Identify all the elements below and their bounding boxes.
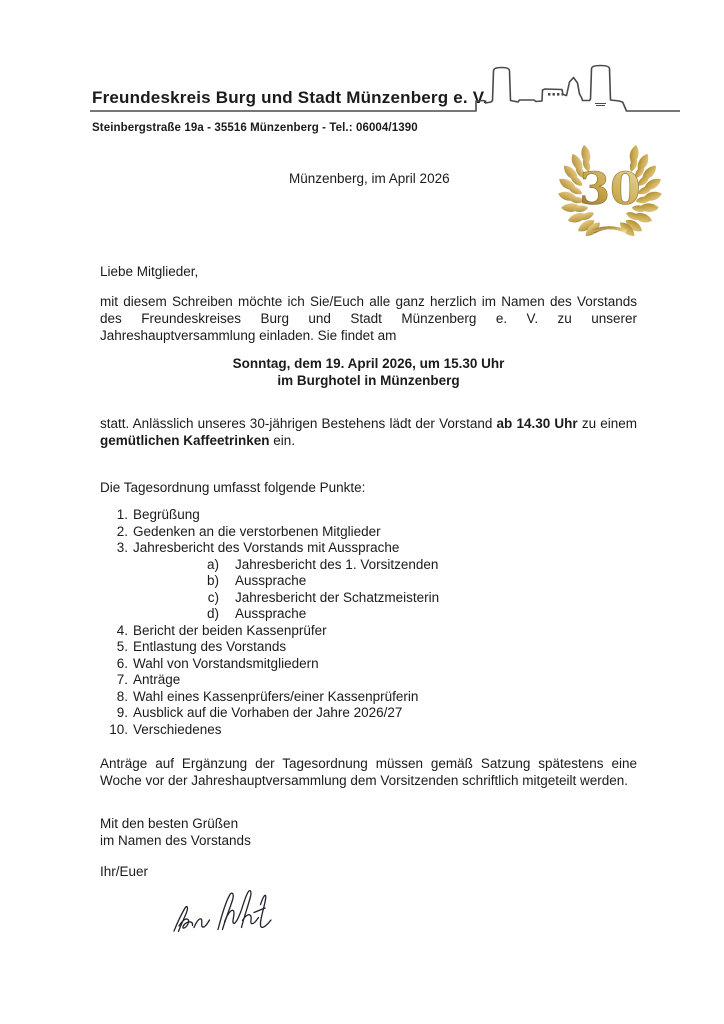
agenda-subitem: a) Jahresbericht des 1. Vorsitzenden	[206, 556, 439, 572]
closing-block	[100, 815, 637, 849]
closing-greeting: Mit den besten Grüßen	[100, 816, 239, 831]
anniversary-paragraph	[100, 415, 637, 449]
amendment-note: Anträge auf Ergänzung der Tagesordnung müssen gemäß Satzung spätestens eine Woche vor der Jahreshauptversammlung dem Vorsitzenden schriftlich mitgeteilt werden.	[100, 756, 637, 788]
agenda-item: 4. Bericht der beiden Kassenprüfer	[116, 622, 327, 638]
agenda-item: 3. Jahresbericht des Vorstands mit Aussprache	[116, 540, 400, 555]
agenda-item: 10. Verschiedenes	[109, 721, 222, 737]
agenda-intro: Die Tagesordnung umfasst folgende Punkte:	[100, 480, 366, 495]
agenda-item: 8. Wahl eines Kassenprüfers/einer Kassenprüferin	[116, 688, 419, 704]
intro-paragraph: mit diesem Schreiben möchte ich Sie/Euch alle ganz herzlich im Namen des Vorstands des Freundeskreises Burg und Stadt Münzenberg e. V. zu unserer Jahreshauptversammlung einladen. Sie findet am	[100, 294, 637, 343]
dateline: Münzenberg, im April 2026	[289, 171, 450, 186]
anniversary-text-post: ein.	[269, 433, 296, 448]
agenda-item: 2. Gedenken an die verstorbenen Mitglieder	[116, 523, 381, 539]
agenda-item: 6. Wahl von Vorstandsmitgliedern	[116, 655, 319, 671]
event-location: im Burghotel in Münzenberg	[277, 373, 460, 388]
closing-your: Ihr/Euer	[100, 864, 149, 879]
coffee-time-bold: ab 14.30 Uhr	[496, 416, 578, 431]
anniversary-wreath-icon	[548, 126, 672, 238]
agenda-subitem: b) Aussprache	[206, 573, 307, 588]
address-line: Steinbergstraße 19a - 35516 Münzenberg - Tel.: 06004/1390	[92, 122, 418, 134]
coffee-event-bold: gemütlichen Kaffeetrinken	[100, 433, 270, 448]
agenda-item: 1. Begrüßung	[116, 507, 200, 522]
letter-body	[0, 263, 724, 944]
event-date-time: Sonntag, dem 19. April 2026, um 15.30 Uhr	[232, 356, 505, 371]
agenda-item: 9. Ausblick auf die Vorhaben der Jahre 2026/27	[116, 705, 403, 720]
agenda-item: 5. Entlastung des Vorstands	[116, 639, 287, 654]
agenda-list	[100, 507, 637, 738]
agenda-subitem: d) Aussprache	[206, 606, 307, 621]
agenda-subitem: c) Jahresbericht der Schatzmeisterin	[207, 589, 440, 605]
castle-skyline-icon	[90, 64, 680, 114]
event-details	[100, 355, 637, 389]
anniversary-text-mid: zu einem	[577, 416, 638, 431]
anniversary-text-pre: statt. Anlässlich unseres 30-jährigen Bestehens lädt der Vorstand	[100, 416, 497, 431]
letterhead	[0, 0, 724, 134]
closing-on-behalf: im Namen des Vorstands	[100, 833, 251, 848]
salutation: Liebe Mitglieder,	[100, 264, 199, 279]
agenda-item: 7. Anträge	[116, 672, 181, 687]
signature-icon	[168, 882, 280, 944]
anniversary-number: 30	[579, 164, 641, 215]
org-name: Freundeskreis Burg und Stadt Münzenberg e. V.	[92, 88, 488, 107]
